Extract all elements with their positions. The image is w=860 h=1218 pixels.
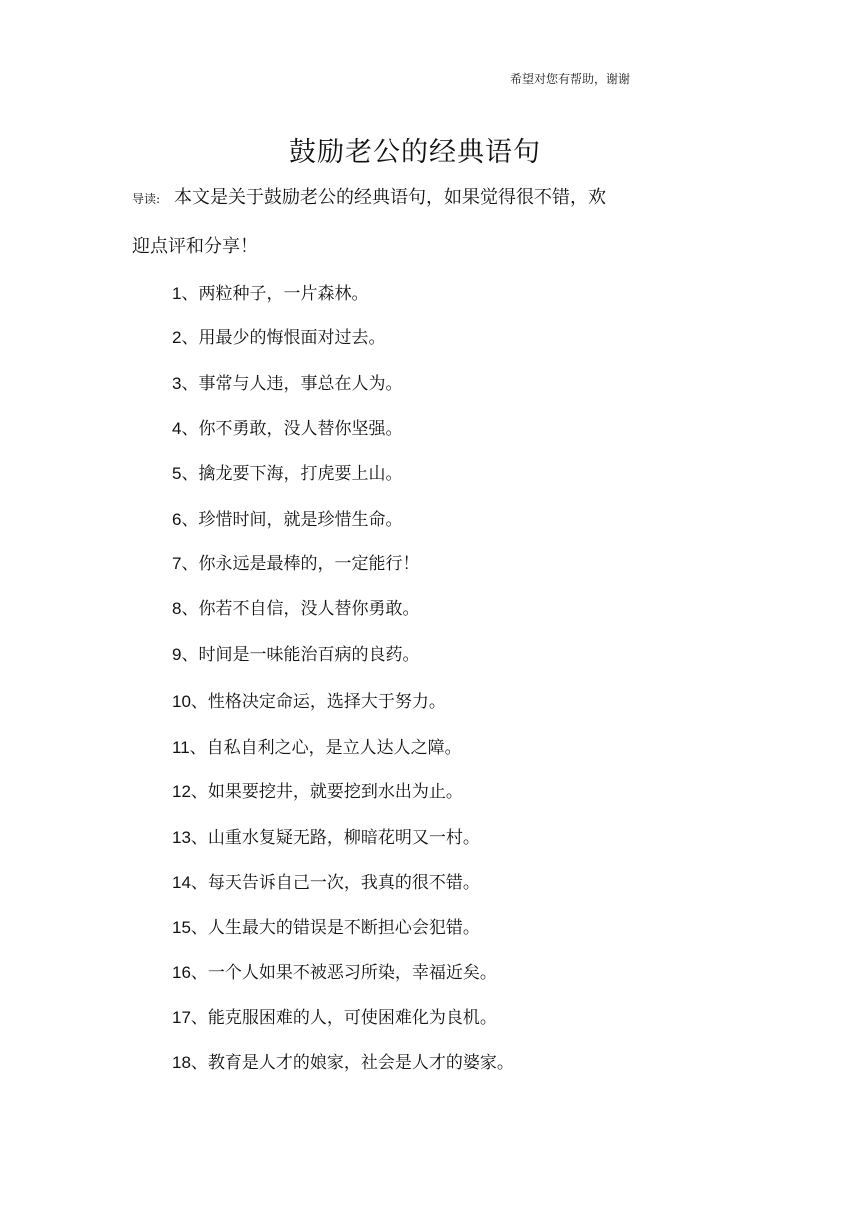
intro-label: 导读:	[132, 192, 161, 206]
item-text: 、教育是人才的娘家，社会是人才的婆家。	[190, 1053, 514, 1073]
item-text: 、时间是一味能治百病的良药。	[181, 645, 420, 665]
item-number: 1	[172, 284, 182, 303]
item-text: 、用最少的悔恨面对过去。	[181, 328, 386, 348]
item-number: 12	[172, 782, 191, 801]
list-item	[172, 369, 402, 394]
item-text: 、你若不自信，没人替你勇敢。	[181, 599, 420, 619]
page-title: 鼓励老公的经典语句	[289, 137, 541, 168]
item-text: 、每天告诉自己一次，我真的很不错。	[190, 873, 480, 893]
list-item	[172, 868, 480, 893]
item-text: 、你不勇敢，没人替你坚强。	[181, 419, 403, 439]
item-number: 18	[172, 1053, 191, 1072]
list-item	[172, 1003, 497, 1028]
item-number: 7	[172, 554, 182, 573]
item-number: 17	[172, 1008, 191, 1027]
list-item	[172, 594, 419, 619]
list-item	[172, 733, 462, 758]
item-text: 、能克服困难的人，可使困难化为良机。	[190, 1008, 497, 1028]
list-item	[172, 913, 480, 938]
item-number: 4	[172, 419, 182, 438]
item-text: 、性格决定命运，选择大于努力。	[190, 692, 446, 712]
item-number: 9	[172, 645, 182, 664]
list-item	[172, 958, 497, 983]
item-number: 5	[172, 464, 182, 483]
item-text: 、事常与人违，事总在人为。	[181, 374, 403, 394]
list-item	[172, 687, 446, 712]
list-item	[172, 323, 385, 348]
list-item	[172, 414, 402, 439]
intro-paragraph	[132, 183, 606, 209]
item-number: 16	[172, 963, 191, 982]
list-item	[172, 279, 368, 304]
list-item	[172, 505, 402, 530]
item-number: 15	[172, 918, 191, 937]
item-text: 、擒龙要下海，打虎要上山。	[181, 464, 403, 484]
item-number: 8	[172, 599, 182, 618]
item-number: 13	[172, 828, 191, 847]
intro-text-line2: 迎点评和分享！	[132, 236, 258, 257]
item-text: 、一个人如果不被恶习所染，幸福近矣。	[190, 963, 497, 983]
list-item	[172, 777, 463, 802]
item-number: 6	[172, 510, 182, 529]
item-text: 、山重水复疑无路，柳暗花明又一村。	[190, 828, 480, 848]
item-number: 3	[172, 374, 182, 393]
item-text: 、自私自利之心，是立人达人之障。	[189, 738, 462, 758]
list-item	[172, 549, 419, 574]
item-text: 、如果要挖井，就要挖到水出为止。	[190, 782, 463, 802]
intro-text-line1: 本文是关于鼓励老公的经典语句，如果觉得很不错，欢	[174, 187, 607, 208]
header-note: 希望对您有帮助，谢谢	[510, 72, 631, 86]
item-text: 、两粒种子，一片森林。	[181, 284, 369, 304]
item-text: 、人生最大的错误是不断担心会犯错。	[190, 918, 480, 938]
item-number: 11	[172, 738, 190, 757]
list-item	[172, 640, 419, 665]
list-item	[172, 459, 402, 484]
item-number: 14	[172, 873, 191, 892]
item-text: 、你永远是最棒的，一定能行！	[181, 554, 420, 574]
list-item	[172, 1048, 514, 1073]
item-text: 、珍惜时间，就是珍惜生命。	[181, 510, 403, 530]
list-item	[172, 823, 480, 848]
item-number: 10	[172, 692, 191, 711]
item-number: 2	[172, 328, 182, 347]
